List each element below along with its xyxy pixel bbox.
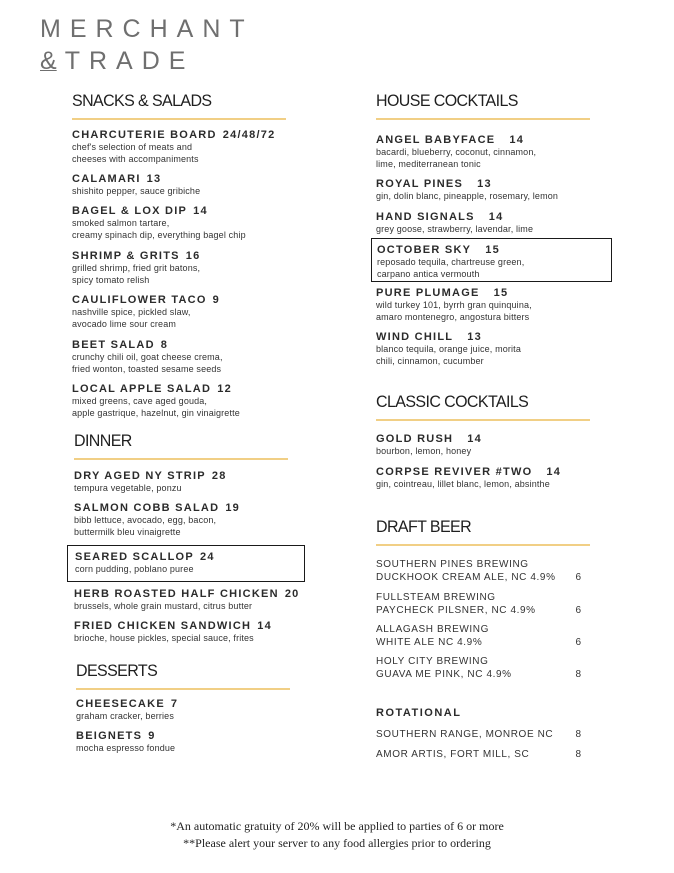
item-name: OCTOBER SKY: [377, 244, 472, 256]
item-price: 14: [546, 466, 562, 478]
item-price: 16: [185, 250, 201, 262]
item-description: gin, cointreau, lillet blanc, lemon, absinthe: [376, 479, 550, 489]
item-price: 8: [160, 339, 169, 351]
item-price: 13: [477, 178, 492, 190]
menu-item-beignets: [76, 730, 175, 755]
menu-item-apple-salad: [72, 383, 240, 419]
beer-name: AMOR ARTIS, FORT MILL, SC: [376, 749, 530, 760]
logo-ampersand: &: [40, 47, 57, 75]
menu-item-wind-chill: [376, 331, 521, 367]
logo: [40, 13, 254, 77]
item-name: ANGEL BABYFACE: [376, 134, 496, 146]
beer-price: 6: [575, 636, 581, 648]
item-price: 9: [212, 294, 221, 306]
section-divider: [74, 458, 288, 460]
menu-item-salmon-cobb: [74, 502, 240, 538]
item-description: mixed greens, cave aged gouda, apple gastrique, hazelnut, gin vinaigrette: [72, 396, 240, 418]
beer-name: ALLAGASH BREWING WHITE ALE NC 4.9%: [376, 624, 489, 648]
beer-price: 6: [575, 571, 581, 583]
menu-item-seared-scallop: [67, 545, 305, 582]
beer-price: 6: [575, 604, 581, 616]
menu-item-hand-signals: [376, 211, 533, 236]
menu-item-cauliflower-taco: [72, 294, 220, 330]
menu-item-angel-babyface: [376, 134, 536, 170]
item-name: CAULIFLOWER TACO: [72, 294, 207, 306]
beer-item: [376, 592, 581, 617]
desserts-section: [76, 662, 290, 690]
item-name: SEARED SCALLOP: [75, 551, 194, 563]
menu-item-ny-strip: [74, 470, 227, 495]
item-price: 13: [146, 173, 162, 185]
rotational-beer-item: [376, 729, 581, 742]
menu-item-beet-salad: [72, 339, 223, 375]
item-name: SHRIMP & GRITS: [72, 250, 180, 262]
beer-item: [376, 656, 581, 681]
menu-item-charcuterie: [72, 129, 276, 165]
snacks-section: [72, 92, 286, 120]
footer-notes: [0, 818, 674, 852]
item-price: 14: [193, 205, 208, 217]
item-price: 15: [493, 287, 509, 299]
beer-price: 8: [575, 729, 581, 740]
item-name: FRIED CHICKEN SANDWICH: [74, 620, 252, 632]
item-description: corn pudding, poblano puree: [75, 564, 194, 574]
item-name: CHARCUTERIE BOARD: [72, 129, 217, 141]
beer-item: [376, 559, 581, 584]
item-name: DRY AGED NY STRIP: [74, 470, 206, 482]
menu-item-calamari: [72, 173, 200, 198]
section-divider: [376, 118, 590, 120]
classic-cocktails-section: [376, 393, 590, 421]
menu-item-chicken-sandwich: [74, 620, 272, 645]
house-cocktails-section: [376, 92, 590, 120]
item-description: nashville spice, pickled slaw, avocado lime sour cream: [72, 307, 191, 329]
section-title-draft-beer: DRAFT BEER: [376, 518, 472, 537]
item-name: CHEESECAKE: [76, 698, 165, 710]
menu-item-bagel-lox: [72, 205, 246, 241]
item-description: mocha espresso fondue: [76, 743, 176, 753]
item-name: BAGEL & LOX DIP: [72, 205, 188, 217]
section-divider: [76, 688, 290, 690]
logo-line-2: TRADE: [64, 47, 195, 75]
item-price: 15: [485, 244, 500, 256]
menu-item-october-sky: [371, 238, 612, 282]
item-description: blanco tequila, orange juice, morita chili, cinnamon, cucumber: [376, 344, 521, 366]
item-price: 28: [211, 470, 227, 482]
beer-name: HOLY CITY BREWING GUAVA ME PINK, NC 4.9%: [376, 656, 512, 680]
menu-item-royal-pines: [376, 178, 558, 203]
item-description: grey goose, strawberry, lavendar, lime: [376, 224, 534, 234]
section-title-dinner: DINNER: [74, 432, 132, 451]
item-name: PURE PLUMAGE: [376, 287, 480, 299]
item-description: tempura vegetable, ponzu: [74, 483, 182, 493]
item-price: 12: [217, 383, 232, 395]
item-name: HERB ROASTED HALF CHICKEN: [74, 588, 279, 600]
item-price: 14: [488, 211, 504, 223]
item-name: LOCAL APPLE SALAD: [72, 383, 212, 395]
item-description: brioche, house pickles, special sauce, frites: [74, 633, 254, 643]
item-description: smoked salmon tartare, creamy spinach dip, everything bagel chip: [72, 218, 246, 240]
item-description: grilled shrimp, fried grit batons, spicy tomato relish: [72, 263, 201, 285]
item-name: WIND CHILL: [376, 331, 454, 343]
beer-price: 8: [575, 749, 581, 760]
menu-item-corpse-reviver: [376, 466, 561, 491]
item-name: GOLD RUSH: [376, 433, 454, 445]
item-name: HAND SIGNALS: [376, 211, 475, 223]
item-description: bourbon, lemon, honey: [376, 446, 472, 456]
item-description: crunchy chili oil, goat cheese crema, fried wonton, toasted sesame seeds: [72, 352, 223, 374]
beer-item: [376, 624, 581, 649]
section-title-classic-cocktails: CLASSIC COCKTAILS: [376, 393, 529, 412]
item-description: wild turkey 101, byrrh gran quinquina, amaro montenegro, angostura bitters: [376, 300, 532, 322]
rotational-beer-item: [376, 749, 581, 762]
section-divider: [376, 419, 590, 421]
item-price: 14: [257, 620, 272, 632]
item-description: shishito pepper, sauce gribiche: [72, 186, 201, 196]
item-price: 19: [225, 502, 241, 514]
item-price: 24: [199, 551, 215, 563]
item-price: 20: [284, 588, 300, 600]
menu-item-shrimp-grits: [72, 250, 201, 286]
item-description: bibb lettuce, avocado, egg, bacon, buttermilk bleu vinaigrette: [74, 515, 217, 537]
allergy-note: **Please alert your server to any food allergies prior to ordering: [183, 836, 491, 850]
menu-item-pure-plumage: [376, 287, 532, 323]
item-price: 9: [148, 730, 156, 742]
item-name: BEET SALAD: [72, 339, 155, 351]
beer-name: FULLSTEAM BREWING PAYCHECK PILSNER, NC 4.9%: [376, 592, 536, 616]
item-price: 7: [170, 698, 179, 710]
logo-line-1: MERCHANT: [40, 15, 254, 43]
rotational-title: ROTATIONAL: [376, 707, 462, 719]
menu-item-gold-rush: [376, 433, 482, 458]
section-title-desserts: DESSERTS: [76, 662, 158, 681]
item-name: CALAMARI: [72, 173, 141, 185]
item-description: brussels, whole grain mustard, citrus butter: [74, 601, 253, 611]
beer-name: SOUTHERN RANGE, MONROE NC: [376, 729, 554, 740]
item-price: 14: [467, 433, 482, 445]
item-name: SALMON COBB SALAD: [74, 502, 220, 514]
item-price: 14: [509, 134, 525, 146]
gratuity-note: *An automatic gratuity of 20% will be applied to parties of 6 or more: [170, 819, 504, 833]
section-divider: [72, 118, 286, 120]
item-description: graham cracker, berries: [76, 711, 174, 721]
section-title-house-cocktails: HOUSE COCKTAILS: [376, 92, 518, 111]
dinner-section: [74, 432, 288, 460]
item-name: ROYAL PINES: [376, 178, 464, 190]
item-description: reposado tequila, chartreuse green, carpano antica vermouth: [377, 257, 525, 279]
draft-beer-section: [376, 518, 590, 546]
menu-item-cheesecake: [76, 698, 178, 723]
item-price: 13: [467, 331, 483, 343]
item-name: CORPSE REVIVER #TWO: [376, 466, 533, 478]
item-description: chef's selection of meats and cheeses with accompaniments: [72, 142, 199, 164]
item-description: gin, dolin blanc, pineapple, rosemary, lemon: [376, 191, 559, 201]
beer-price: 8: [575, 668, 581, 680]
menu-item-half-chicken: [74, 588, 300, 613]
item-description: bacardi, blueberry, coconut, cinnamon, lime, mediterranean tonic: [376, 147, 537, 169]
item-name: BEIGNETS: [76, 730, 143, 742]
item-price: 24/48/72: [222, 129, 276, 141]
beer-name: SOUTHERN PINES BREWING DUCKHOOK CREAM ALE, NC 4.9%: [376, 559, 556, 583]
section-divider: [376, 544, 590, 546]
section-title-snacks: SNACKS & SALADS: [72, 92, 212, 111]
